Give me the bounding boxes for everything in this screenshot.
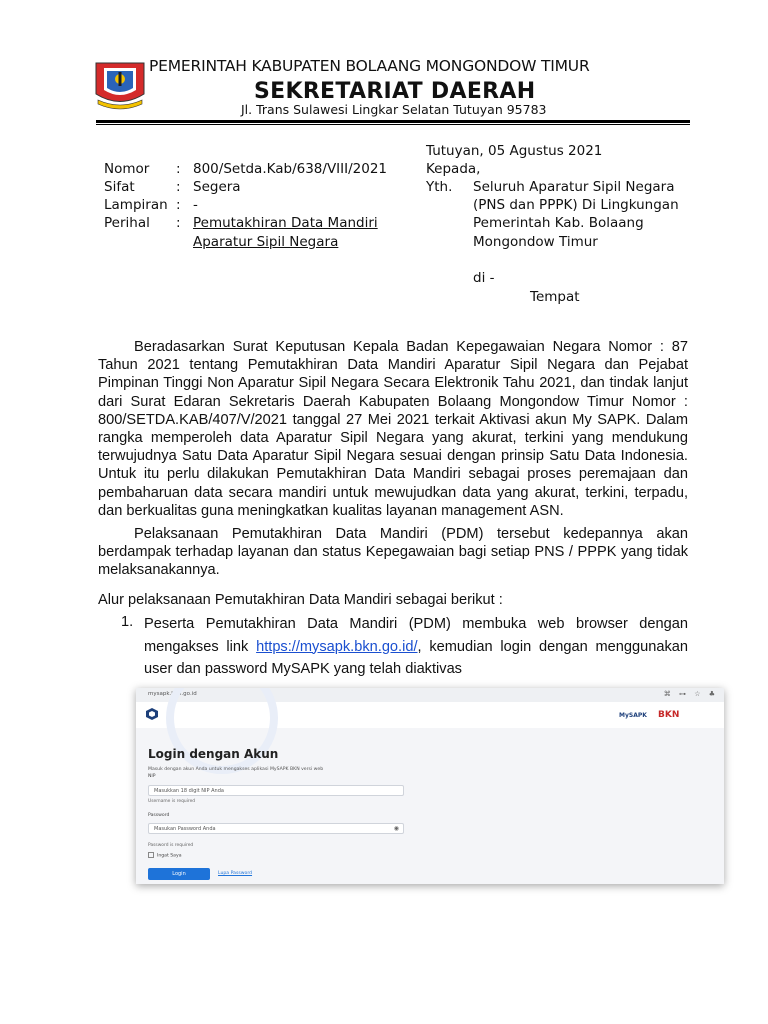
body-paragraph-3 [98,591,688,609]
lampiran-value: - [193,197,198,213]
recipient-line1: Seluruh Aparatur Sipil Negara [473,179,675,195]
letterhead-rule-thin [96,124,690,125]
sifat-value: Segera [193,179,241,195]
password-placeholder: Masukan Password Anda [154,826,216,832]
list-item-1-text-a: Peserta Pemutakhiran Data Mandiri (PDM) membuka web browser dengan mengakses link [144,616,688,655]
login-subtitle: Masuk dengan akun Anda untuk mengakses aplikasi MySAPK BKN versi web [148,767,324,772]
recipient-line2: (PNS dan PPPK) Di Lingkungan [473,197,679,213]
body-paragraph-2 [98,525,688,580]
browser-url: mysapk.bkn.go.id [148,691,197,697]
login-title: Login dengan Akun [148,747,279,761]
mysapk-login-screenshot [136,688,724,884]
regency-emblem [92,60,148,110]
nip-input[interactable]: Masukkan 18 digit NIP Anda [148,785,404,796]
decorative-ring [166,688,278,774]
login-button[interactable]: Login [148,868,210,880]
kepada-label: Kepada, [426,161,481,177]
letterhead-rule [96,120,690,123]
paragraph-1-text: Beradasarkan Surat Keputusan Kepala Badan Kepegawaian Negara Nomor : 87 Tahun 2021 tentang Pemutakhiran Data Mandiri Aparatur Sipil Negara dan Pejabat Pimpinan Tinggi Non Aparatur Sipil Negara Secara Elektronik Tahu 2021, dan tindak lanjut dari Surat Edaran Sekretaris Daerah Kabupaten Bolaang Mongondow Timur Nomor : 800/SETDA.KAB/407/V/2021 tanggal 27 Mei 2021 terkait Aktivasi akun My SAPK. Dalam rangka memperoleh data Aparatur Sipil Negara yang akurat, terkini yang mendukung terwujudnya Satu Data Aparatur Sipil Negara sesuai dengan prinsip Satu Data Indonesia. Untuk itu perlu dilakukan Pemutakhiran Data Mandiri sebagai proses peremajaan dan pembaharuan data secara mandiri untuk mewujudkan data yang akurat, terkini, terpadu, dan berkualitas guna meningkatkan kualitas layanan management ASN. [98,339,688,519]
letterhead-office: SEKRETARIAT DAERAH [254,79,536,104]
mysapk-logo-icon [146,708,158,720]
perihal-colon: : [176,215,181,231]
mysapk-link[interactable]: https://mysapk.bkn.go.id/ [256,638,418,655]
password-label: Password [148,813,170,818]
nip-label: NIP [148,774,156,779]
nomor-label: Nomor [104,161,150,177]
lampiran-label: Lampiran [104,197,168,213]
password-input[interactable] [148,823,404,834]
perihal-label: Perihal [104,215,150,231]
bkn-brand: BKN [658,710,680,720]
recipient-line3: Pemerintah Kab. Bolaang [473,215,644,231]
eye-icon[interactable]: ◉ [393,825,399,832]
paragraph-3-text: Alur pelaksanaan Pemutakhiran Data Mandiri sebagai berikut : [98,592,503,608]
mysapk-brand: MySAPK [619,712,647,719]
nip-error: Username is required [148,799,196,804]
remember-me-checkbox[interactable] [148,852,182,859]
mysapk-header [136,702,724,728]
letterhead-address: Jl. Trans Sulawesi Lingkar Selatan Tutuyan 95783 [241,102,547,117]
yth-label: Yth. [426,179,453,195]
perihal-value-line2: Aparatur Sipil Negara [193,234,339,250]
recipient-line4: Mongondow Timur [473,234,598,250]
sifat-label: Sifat [104,179,135,195]
recipient-tempat: Tempat [530,289,580,305]
list-item-number: 1. [121,614,134,630]
body-paragraph-1 [98,338,688,520]
password-error: Password is required [148,843,194,848]
list-item-1-text-b: , kemudian login dengan menggunakan user dan password MySAPK yang telah diaktivas [144,638,688,677]
paragraph-2-text: Pelaksanaan Pemutakhiran Data Mandiri (PDM) tersebut kedepannya akan berdampak terhadap layanan dan status Kepegawaian bagi setiap PNS / PPPK yang tidak melaksanakannya. [98,526,688,579]
sifat-colon: : [176,179,181,195]
forgot-password-link[interactable]: Lupa Password [218,871,253,876]
nomor-colon: : [176,161,181,177]
lampiran-colon: : [176,197,181,213]
browser-tools-icons: ⌘ ⊶ ☆ ♣ [663,690,718,698]
remember-me-label: Ingat Saya [157,853,182,859]
list-item-1 [144,613,688,681]
recipient-di: di - [473,270,495,286]
letterhead-government: PEMERINTAH KABUPATEN BOLAANG MONGONDOW TIMUR [149,57,590,75]
nomor-value: 800/Setda.Kab/638/VIII/2021 [193,161,388,177]
letter-date: Tutuyan, 05 Agustus 2021 [426,143,603,159]
perihal-value-line1: Pemutakhiran Data Mandiri [193,215,378,231]
